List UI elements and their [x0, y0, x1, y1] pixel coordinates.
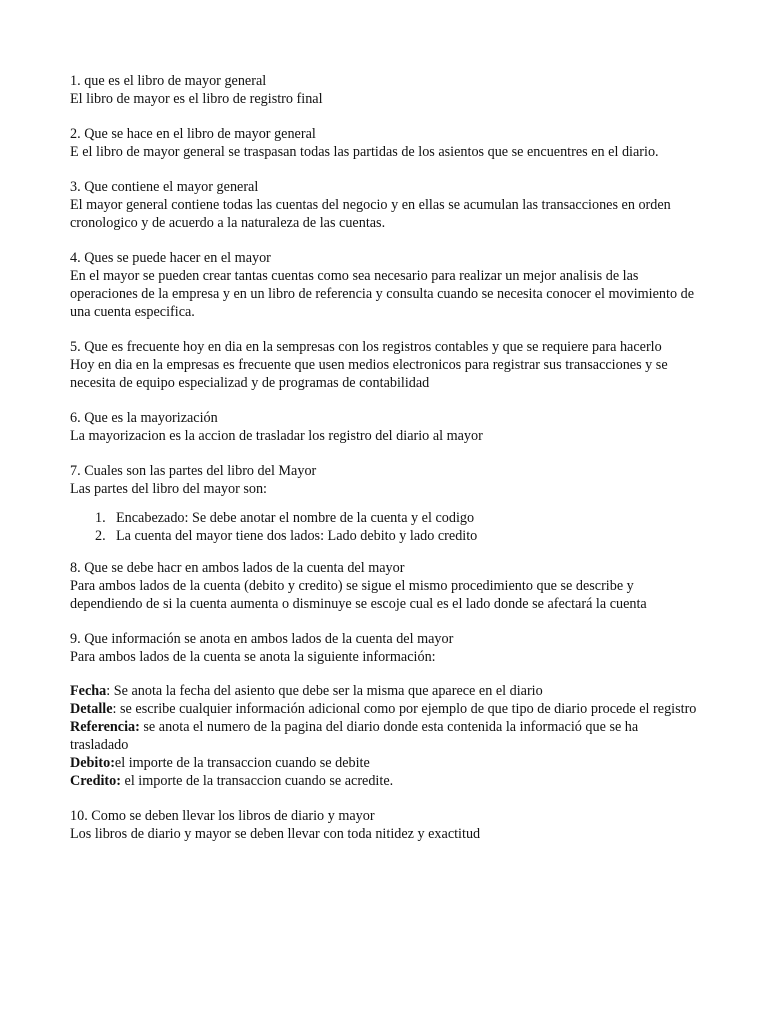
answer-text: Hoy en dia en la empresas es frecuente que usen medios electronicos para registrar sus transacciones y se necesita de equipo especializad y de programas de contabilidad: [70, 357, 668, 391]
question-text: 10. Como se deben llevar los libros de diario y mayor: [70, 808, 375, 824]
definition-text: : Se anota la fecha del asiento que debe ser la misma que aparece en el diario: [106, 683, 543, 699]
answer-text: Las partes del libro del mayor son:: [70, 481, 267, 497]
question-text: 3. Que contiene el mayor general: [70, 179, 259, 195]
question-text: 8. Que se debe hacr en ambos lados de la cuenta del mayor: [70, 560, 405, 576]
answer-text: El mayor general contiene todas las cuentas del negocio y en ellas se acumulan las transacciones en orden cronologico y de acuerdo a la naturaleza de las cuentas.: [70, 197, 671, 231]
answer-text: Los libros de diario y mayor se deben llevar con toda nitidez y exactitud: [70, 826, 481, 842]
definition-item: [70, 718, 700, 754]
answer-text: E el libro de mayor general se traspasan todas las partidas de los asientos que se encuentres en el diario.: [70, 144, 659, 160]
answer-text: Para ambos lados de la cuenta (debito y credito) se sigue el mismo procedimiento que se describe y dependiendo de si la cuenta aumenta o disminuye se escoje cual es el lado donde se afectará la cuenta: [70, 578, 647, 612]
list-item-text: La cuenta del mayor tiene dos lados: Lado debito y lado credito: [116, 528, 478, 544]
list-item-number: 2.: [95, 528, 106, 544]
list-item-text: Encabezado: Se debe anotar el nombre de la cuenta y el codigo: [116, 510, 475, 526]
definition-list: [70, 682, 700, 790]
question-text: 6. Que es la mayorización: [70, 410, 218, 426]
qa-item-10: [70, 807, 700, 843]
answer-text: Para ambos lados de la cuenta se anota la siguiente información:: [70, 649, 436, 665]
question-text: 5. Que es frecuente hoy en dia en la sempresas con los registros contables y que se requiere para hacerlo: [70, 339, 662, 355]
definition-term: Detalle: [70, 701, 113, 717]
qa-item-3: [70, 178, 700, 232]
definition-text: se anota el numero de la pagina del diario donde esta contenida la informació que se ha trasladado: [70, 719, 639, 753]
definition-term: Fecha: [70, 683, 107, 699]
definition-term: Credito:: [70, 773, 121, 789]
answer-text: La mayorizacion es la accion de trasladar los registro del diario al mayor: [70, 428, 483, 444]
qa-item-9: [70, 630, 700, 790]
document-page: [70, 72, 700, 860]
definition-item: [70, 700, 700, 718]
question-text: 4. Ques se puede hacer en el mayor: [70, 250, 271, 266]
list-item: [70, 527, 700, 545]
answer-text: El libro de mayor es el libro de registro final: [70, 91, 323, 107]
definition-text: : se escribe cualquier información adicional como por ejemplo de que tipo de diario procede el registro: [112, 701, 697, 717]
qa-item-6: [70, 409, 700, 445]
qa-item-5: [70, 338, 700, 392]
qa-item-8: [70, 559, 700, 613]
definition-text: el importe de la transaccion cuando se debite: [114, 755, 370, 771]
definition-item: [70, 772, 700, 790]
qa-item-4: [70, 249, 700, 321]
question-text: 7. Cuales son las partes del libro del Mayor: [70, 463, 317, 479]
question-text: 2. Que se hace en el libro de mayor general: [70, 126, 316, 142]
definition-term: Referencia:: [70, 719, 140, 735]
qa-item-7: [70, 462, 700, 545]
list-item-number: 1.: [95, 510, 106, 526]
question-text: 9. Que información se anota en ambos lados de la cuenta del mayor: [70, 631, 454, 647]
answer-text: En el mayor se pueden crear tantas cuentas como sea necesario para realizar un mejor analisis de las operaciones de la empresa y en un libro de referencia y consulta cuando se necesita conocer el movimiento de una cuenta especifica.: [70, 268, 694, 320]
definition-text: el importe de la transaccion cuando se acredite.: [120, 773, 394, 789]
numbered-list: [70, 509, 700, 545]
qa-item-2: [70, 125, 700, 161]
question-text: 1. que es el libro de mayor general: [70, 73, 267, 89]
definition-term: Debito:: [70, 755, 115, 771]
qa-item-1: [70, 72, 700, 108]
definition-item: [70, 682, 700, 700]
definition-item: [70, 754, 700, 772]
list-item: [70, 509, 700, 527]
